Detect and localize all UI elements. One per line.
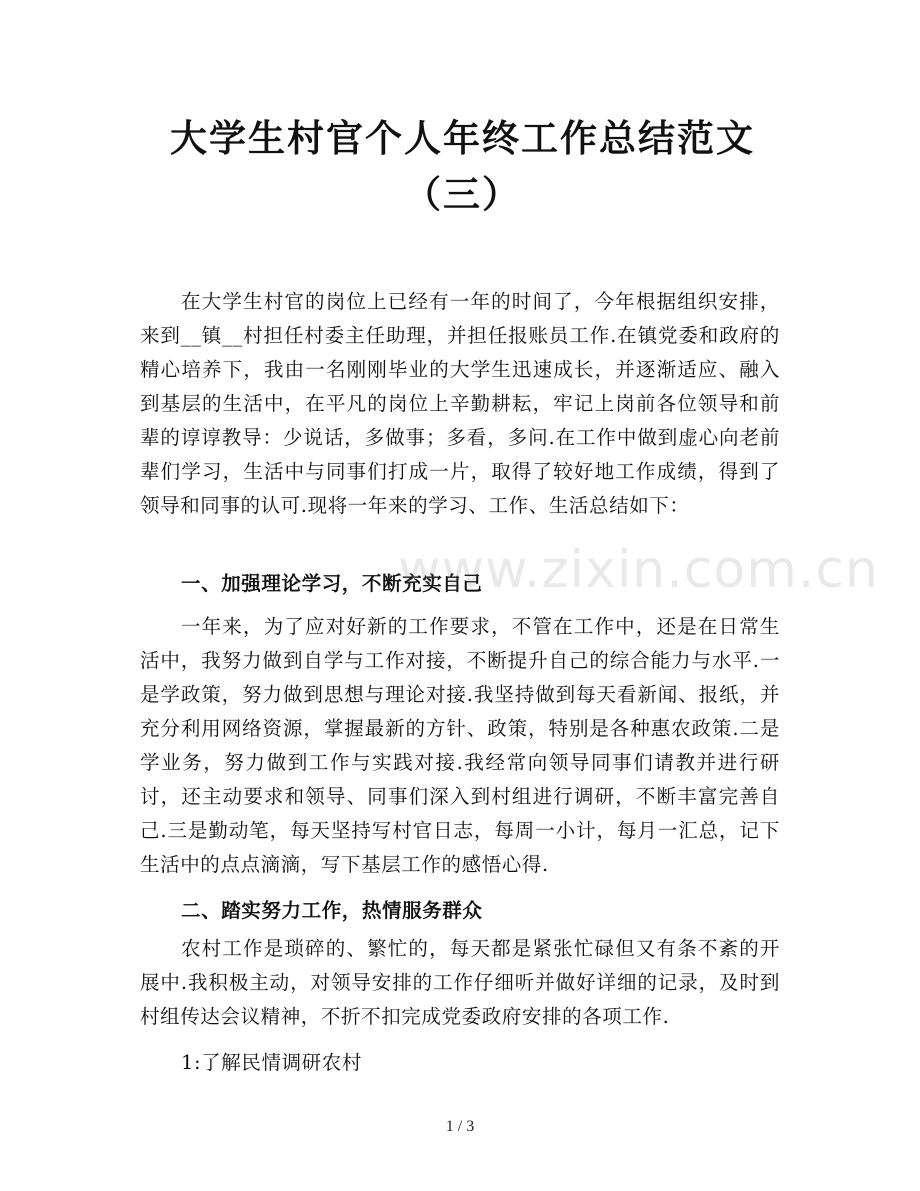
watermark: www.zixin.com.cn: [398, 540, 879, 600]
document-title: 大学生村官个人年终工作总结范文（三）: [170, 116, 755, 216]
section-heading-1: 一、加强理论学习，不断充实自己: [181, 572, 483, 595]
section-paragraph-2: 农村工作是琐碎的、繁忙的，每天都是紧张忙碌但又有条不紊的开展中.我积极主动，对领导安排的工作仔细听并做好详细的记录，及时到村组传达会议精神，不折不扣完成党委政府安排的各项工作.: [140, 937, 780, 1028]
section-paragraph-1: 一年来，为了应对好新的工作要求，不管在工作中，还是在日常生活中，我努力做到自学与工作对接，不断提升自己的综合能力与水平.一是学政策，努力做到思想与理论对接.我坚持做到每天看新闻、报纸，并充分利用网络资源，掌握最新的方针、政策，特别是各种惠农政策.二是学业务，努力做到工作与实践对接.我经常向领导同事们请教并进行研讨，还主动要求和领导、同事们深入到村组进行调研，不断丰富完善自己.三是勤动笔，每天坚持写村官日志，每周一小计，每月一汇总，记下生活中的点点滴滴，写下基层工作的感悟心得.: [140, 615, 780, 876]
subheading-1: 1:了解民情调研农村: [181, 1051, 362, 1074]
section-heading-2: 二、踏实努力工作，热情服务群众: [181, 899, 483, 922]
page-number: 1 / 3: [445, 1118, 475, 1135]
intro-paragraph: 在大学生村官的岗位上已经有一年的时间了，今年根据组织安排，来到__镇__村担任村委主任助理，并担任报账员工作.在镇党委和政府的精心培养下，我由一名刚刚毕业的大学生迅速成长，并逐渐适应、融入到基层的生活中，在平凡的岗位上辛勤耕耘，牢记上岗前各位领导和前辈的谆谆教导：少说话，多做事；多看，多问.在工作中做到虚心向老前辈们学习，生活中与同事们打成一片，取得了较好地工作成绩，得到了领导和同事的认可.现将一年来的学习、工作、生活总结如下：: [140, 290, 780, 517]
